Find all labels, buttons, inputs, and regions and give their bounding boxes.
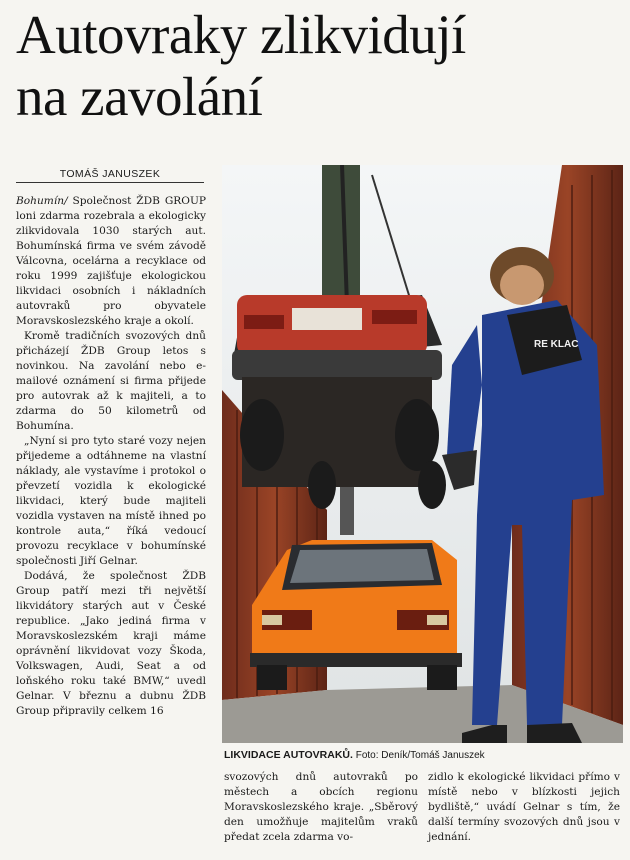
paragraph-1-text: Společnost ŽDB GROUP loni zdarma rozebrala a ekologicky zlikvidovala 1030 starých aut. Bohumínská firma ve svém závodě Válcovna, ocelárna a recyklace od roku 1999 zajišťuje ekologickou likvidaci osobních i nákladních autovraků pro obyvatele Moravskoslezského kraje a okolí. (16, 195, 206, 327)
article-column-1 (16, 194, 206, 719)
paragraph-1 (16, 194, 206, 329)
paragraph-4: Dodává, že společnost ŽDB Group patří mezi tři největší likvidátory starých aut v České republice. „Jako jediná firma v Moravskoslezském kraji máme oprávnění likvidovat vozy Škoda, Volkswagen, Audi, Seat a od loňského roku také BMW,“ uvedl Gelnar. V březnu a dubnu ŽDB Group připravily celkem 16 (16, 570, 206, 717)
news-photo (222, 165, 623, 743)
paragraph-2: Kromě tradičních svozových dnů přicházejí ŽDB Group letos s novinkou. Na zavolání nebo e-mailové oznámení si firma přijede pro autovrak až k majiteli, a to zdarma do 50 kilometrů od Bohumína. (16, 330, 206, 432)
hanging-red-car (232, 295, 446, 509)
article-column-2: svozových dnů autovraků po městech a obcích regionu Moravskoslezského kraje. „Sběrový den umožňuje majitelům vraků předat zcela zdarma vo- (224, 771, 418, 843)
byline: TOMÁŠ JANUSZEK (16, 168, 204, 183)
headline (16, 4, 616, 128)
photo-illustration (222, 165, 623, 743)
article-column-3: zidlo k ekologické likvidaci přímo v místě nebo v blízkosti jejich bydliště,“ uvádí Gelnar s tím, že další termíny svozových dnů jsou v jednání. (428, 771, 620, 843)
jacket-logo: RE KLAC (534, 339, 579, 350)
photo-caption (224, 749, 620, 761)
caption-title: LIKVIDACE AUTOVRAKŮ. (224, 749, 353, 761)
headline-line-1: Autovraky zlikvidují (16, 4, 466, 65)
headline-line-2: na zavolání (16, 66, 263, 127)
caption-credit: Foto: Deník/Tomáš Januszek (352, 750, 485, 761)
dateline: Bohumín/ (16, 195, 68, 207)
paragraph-3: „Nyní si pro tyto staré vozy nejen přijedeme a odtáhneme na vlastní náklady, ale vystavíme i protokol o převzetí vozidla k ekologické likvidaci, který bude majiteli vozidla vystaven na místě ihned po kontrole auta,“ říká vedoucí provozu recyklace v bohumínské společnosti Jiří Gelnar. (16, 435, 206, 567)
